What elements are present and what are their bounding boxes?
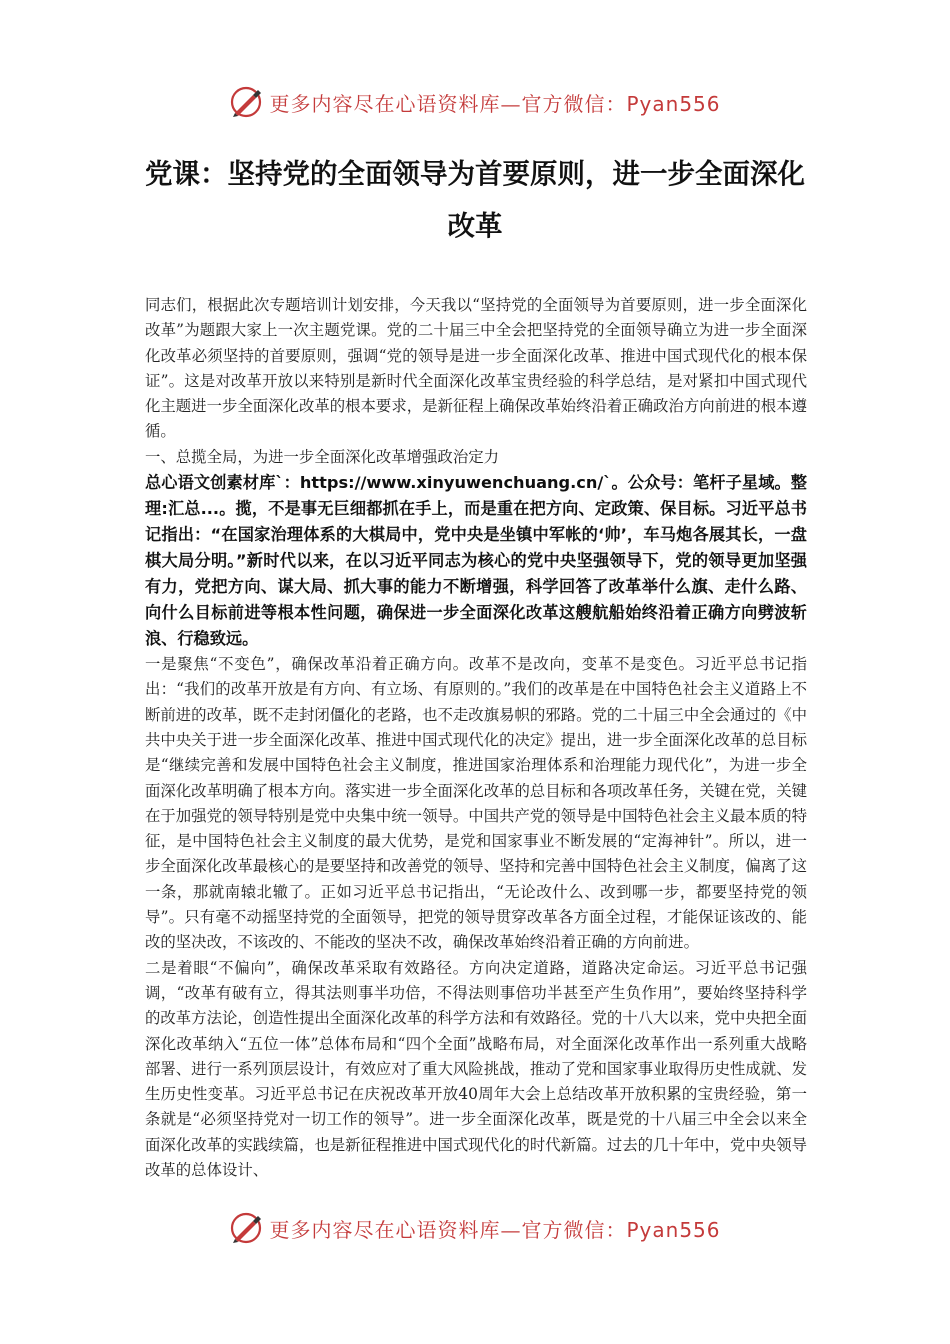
pen-logo-icon (229, 1211, 263, 1245)
header-banner (0, 82, 950, 122)
section-heading: 一、总揽全局，为进一步全面深化改革增强政治定力 (145, 447, 499, 466)
wechat-id: Pyan556 (626, 1217, 721, 1242)
intro-paragraph: 同志们，根据此次专题培训计划安排，今天我以“坚持党的全面领导为首要原则，进一步全面深化改革”为题跟大家上一次主题党课。党的二十届三中全会把坚持党的全面领导确立为进一步全面深化改革必须坚持的首要原则，强调“党的领导是进一步全面深化改革、推进中国式现代化的根本保证”。这是对改革开放以来特别是新时代全面深化改革宝贵经验的科学总结，是对紧扣中国式现代化主题进一步全面深化改革的根本要求，是新征程上确保改革始终沿着正确政治方向前进的根本遵循。 (145, 296, 807, 441)
footer-banner (0, 1208, 950, 1248)
source-paragraph: 总心语文创素材库`：https://www.xinyuwenchuang.cn/`。公众号：笔杆子星域。整理:汇总...。揽，不是事无巨细都抓在手上，而是重在把方向、定政策、保目标。习近平总书记指出：“在国家治理体系的大棋局中，党中央是坐镇中军帐的‘帅’，车马炮各展其长，一盘棋大局分明。”新时代以来，在以习近平同志为核心的党中央坚强领导下，党的领导更加坚强有力，党把方向、谋大局、抓大事的能力不断增强，科学回答了改革举什么旗、走什么路、向什么目标前进等根本性问题，确保进一步全面深化改革这艘航船始终沿着正确方向劈波斩浪、行稳致远。 (145, 473, 807, 649)
banner-text: 更多内容尽在心语资料库—官方微信：Pyan556 (269, 1217, 721, 1242)
pen-logo-icon (229, 85, 263, 119)
wechat-id: Pyan556 (626, 91, 721, 116)
document-body (145, 293, 807, 1183)
body-paragraph: 一是聚焦“不变色”，确保改革沿着正确方向。改革不是改向，变革不是变色。习近平总书记指出：“我们的改革开放是有方向、有立场、有原则的。”我们的改革是在中国特色社会主义道路上不断前进的改革，既不走封闭僵化的老路，也不走改旗易帜的邪路。党的二十届三中全会通过的《中共中央关于进一步全面深化改革、推进中国式现代化的决定》提出，进一步全面深化改革的总目标是“继续完善和发展中国特色社会主义制度，推进国家治理体系和治理能力现代化”，为进一步全面深化改革明确了根本方向。落实进一步全面深化改革的总目标和各项改革任务，关键在党，关键在于加强党的领导特别是党中央集中统一领导。中国共产党的领导是中国特色社会主义最本质的特征，是中国特色社会主义制度的最大优势，是党和国家事业不断发展的“定海神针”。所以，进一步全面深化改革最核心的是要坚持和改善党的领导、坚持和完善中国特色社会主义制度，偏离了这一条，那就南辕北辙了。正如习近平总书记指出，“无论改什么、改到哪一步，都要坚持党的领导”。只有毫不动摇坚持党的全面领导，把党的领导贯穿改革各方面全过程，才能保证该改的、能改的坚决改，不该改的、不能改的坚决不改，确保改革始终沿着正确的方向前进。 (145, 655, 807, 952)
banner-text: 更多内容尽在心语资料库—官方微信：Pyan556 (269, 91, 721, 116)
body-paragraph: 二是着眼“不偏向”，确保改革采取有效路径。方向决定道路，道路决定命运。习近平总书记强调，“改革有破有立，得其法则事半功倍，不得法则事倍功半甚至产生负作用”，要始终坚持科学的改革方法论，创造性提出全面深化改革的科学方法和有效路径。党的十八大以来，党中央把全面深化改革纳入“五位一体”总体布局和“四个全面”战略布局，对全面深化改革作出一系列重大战略部署、进行一系列顶层设计，有效应对了重大风险挑战，推动了党和国家事业取得历史性成就、发生历史性变革。习近平总书记在庆祝改革开放40周年大会上总结改革开放积累的宝贵经验，第一条就是“必须坚持党对一切工作的领导”。进一步全面深化改革，既是党的十八届三中全会以来全面深化改革的实践续篇，也是新征程推进中国式现代化的时代新篇。过去的几十年中，党中央领导改革的总体设计、 (145, 958, 807, 1180)
page-title: 党课：坚持党的全面领导为首要原则，进一步全面深化改革 (145, 158, 805, 242)
